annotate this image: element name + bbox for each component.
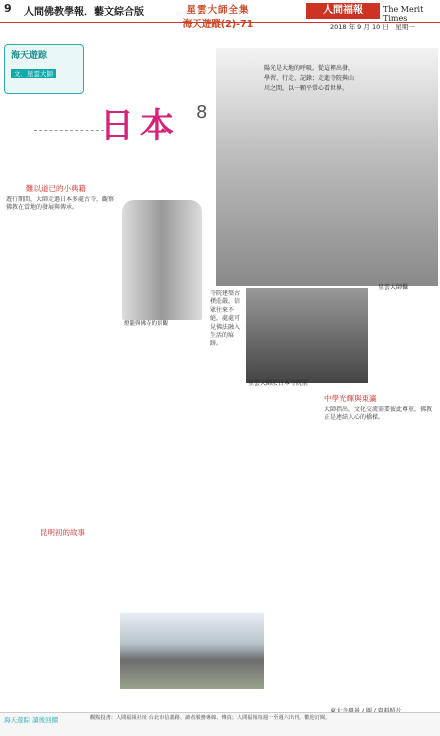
banner-line1: 星雲大師全集 <box>186 5 250 16</box>
newspaper-logo[interactable]: 人間福報 <box>306 3 380 19</box>
banner-line2: 海天遊蹤(2)-71 <box>182 19 254 30</box>
subhead-1: 難以道已的小典籍 <box>26 184 86 193</box>
newspaper-logo-en: The Merit Times <box>383 5 424 23</box>
subhead-2: 中學光輝與東瀛 <box>324 394 377 403</box>
article-title: 日本 <box>100 106 180 146</box>
series-name: 海天遊踪 <box>11 51 48 61</box>
monk-caption: 星雲大師於日本寺院前 <box>248 380 309 387</box>
body-column-3: 大師指出，文化交流需要彼此尊重，佛教正是連結人心的橋樑。 <box>324 406 433 422</box>
body-column-1: 遊行期間，大師走過日本多處古寺，觀察佛教在當地的發展與傳承。 <box>6 196 114 212</box>
temple-photo-bottom <box>120 613 264 689</box>
footer-info: 觀點投書：人間福報社址 台北市信義路、讀者服務專線、傳真；人間福報每週一至週六出刊，歡迎訂閱。 <box>90 715 331 721</box>
top-photo-caption: 星雲大師攝 <box>378 284 409 291</box>
series-kicker <box>4 44 84 94</box>
author-byline: 文．星雲大師 <box>11 69 56 78</box>
body-column-2: 寺院建築古樸莊嚴，信眾往來不絕，處處可見佛法融入生活的痕跡。 <box>210 290 241 348</box>
monk-photo <box>246 288 368 383</box>
issue-date: 2018 年 9 月 10 日 星期一 <box>330 23 415 31</box>
lantern-photo <box>122 200 202 320</box>
flight-path-decoration <box>34 130 104 155</box>
series-banner <box>148 2 288 42</box>
footer-feedback-link[interactable]: 海天遊踪 讀後回饋 <box>4 716 59 724</box>
lantern-caption: 燈籠與佛寺的景觀 <box>124 321 169 327</box>
photo-quote: 陽光是大地的呼吸。從這裡出發，學習、行走、記錄；走進寺院與山川之間，以一顆平常心看世界。 <box>264 65 355 92</box>
subhead-3: 昆明初的故事 <box>40 528 85 537</box>
section-title: 人間佛教學報．藝文綜合版 <box>24 7 144 18</box>
article-part-number: 8 <box>196 102 208 123</box>
page-number: 9 <box>4 2 12 15</box>
